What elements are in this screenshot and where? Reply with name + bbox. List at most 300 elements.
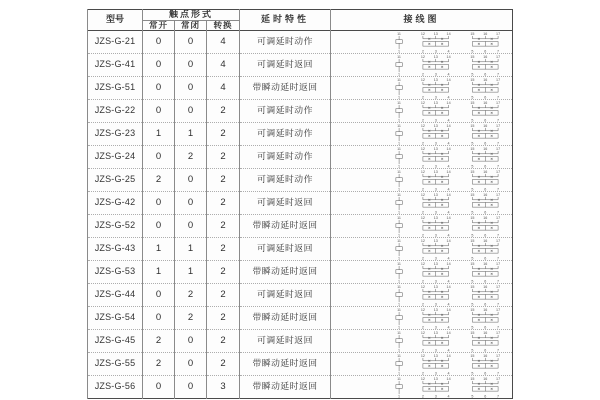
wiring-diagram-cell bbox=[331, 261, 513, 284]
svg-text:5: 5 bbox=[471, 348, 474, 353]
normally-closed-count: 0 bbox=[175, 192, 207, 215]
svg-text:6: 6 bbox=[484, 141, 487, 146]
svg-text:17: 17 bbox=[496, 55, 501, 60]
svg-text:6: 6 bbox=[484, 95, 487, 100]
svg-text:16: 16 bbox=[483, 124, 488, 129]
svg-text:17: 17 bbox=[496, 239, 501, 244]
svg-text:11: 11 bbox=[397, 55, 401, 60]
delay-characteristic-cell: 带瞬动延时返回 bbox=[240, 215, 331, 238]
svg-text:2: 2 bbox=[421, 187, 424, 192]
svg-text:13: 13 bbox=[433, 124, 438, 129]
svg-text:16: 16 bbox=[483, 308, 488, 313]
svg-text:5: 5 bbox=[471, 302, 474, 307]
svg-text:2: 2 bbox=[421, 49, 424, 54]
normally-open-count: 0 bbox=[143, 192, 175, 215]
svg-text:11: 11 bbox=[397, 78, 401, 83]
wiring-diagram bbox=[381, 215, 513, 237]
svg-text:3: 3 bbox=[434, 95, 437, 100]
model-cell: JZS-G-54 bbox=[88, 307, 143, 330]
svg-text:15: 15 bbox=[470, 78, 475, 83]
svg-text:16: 16 bbox=[483, 101, 488, 106]
svg-text:5: 5 bbox=[471, 325, 474, 330]
svg-text:5: 5 bbox=[471, 256, 474, 261]
svg-text:4: 4 bbox=[447, 371, 450, 376]
svg-text:14: 14 bbox=[446, 147, 451, 152]
delay-characteristic-cell: 可调延时动作 bbox=[240, 100, 331, 123]
svg-text:7: 7 bbox=[497, 210, 500, 215]
svg-text:11: 11 bbox=[397, 216, 401, 221]
svg-text:7: 7 bbox=[497, 371, 500, 376]
model-cell: JZS-G-42 bbox=[88, 192, 143, 215]
svg-text:15: 15 bbox=[470, 170, 475, 175]
delay-characteristic-cell: 可调延时动作 bbox=[240, 123, 331, 146]
svg-text:7: 7 bbox=[497, 394, 500, 399]
delay-characteristic-cell: 带瞬动延时返回 bbox=[240, 307, 331, 330]
svg-text:4: 4 bbox=[447, 256, 450, 261]
svg-text:3: 3 bbox=[434, 187, 437, 192]
svg-text:14: 14 bbox=[446, 262, 451, 267]
svg-text:14: 14 bbox=[446, 193, 451, 198]
svg-text:4: 4 bbox=[447, 302, 450, 307]
changeover-count: 2 bbox=[207, 284, 240, 307]
svg-text:1: 1 bbox=[398, 348, 401, 353]
svg-text:16: 16 bbox=[483, 285, 488, 290]
svg-text:15: 15 bbox=[470, 32, 475, 37]
wiring-diagram bbox=[381, 192, 513, 214]
svg-text:13: 13 bbox=[433, 170, 438, 175]
svg-text:11: 11 bbox=[397, 101, 401, 106]
svg-text:1: 1 bbox=[398, 141, 401, 146]
svg-text:6: 6 bbox=[484, 72, 487, 77]
svg-text:4: 4 bbox=[447, 325, 450, 330]
svg-text:11: 11 bbox=[397, 124, 401, 129]
table-row bbox=[88, 307, 513, 330]
wiring-diagram bbox=[381, 238, 513, 260]
svg-text:16: 16 bbox=[483, 239, 488, 244]
svg-text:3: 3 bbox=[434, 49, 437, 54]
svg-text:16: 16 bbox=[483, 147, 488, 152]
table-body bbox=[88, 31, 513, 399]
svg-text:14: 14 bbox=[446, 377, 451, 382]
normally-open-count: 0 bbox=[143, 54, 175, 77]
svg-text:6: 6 bbox=[484, 118, 487, 123]
normally-closed-count: 1 bbox=[175, 261, 207, 284]
svg-text:17: 17 bbox=[496, 32, 501, 37]
svg-text:13: 13 bbox=[433, 377, 438, 382]
model-cell: JZS-G-43 bbox=[88, 238, 143, 261]
normally-closed-count: 0 bbox=[175, 31, 207, 54]
model-cell: JZS-G-23 bbox=[88, 123, 143, 146]
model-cell: JZS-G-55 bbox=[88, 353, 143, 376]
svg-text:1: 1 bbox=[398, 256, 401, 261]
svg-text:1: 1 bbox=[398, 210, 401, 215]
svg-text:5: 5 bbox=[471, 72, 474, 77]
normally-closed-count: 2 bbox=[175, 307, 207, 330]
table-row bbox=[88, 215, 513, 238]
svg-text:15: 15 bbox=[470, 216, 475, 221]
svg-text:6: 6 bbox=[484, 49, 487, 54]
svg-text:11: 11 bbox=[397, 354, 401, 359]
svg-text:6: 6 bbox=[484, 279, 487, 284]
svg-text:16: 16 bbox=[483, 377, 488, 382]
svg-text:15: 15 bbox=[470, 124, 475, 129]
svg-text:17: 17 bbox=[496, 308, 501, 313]
svg-text:13: 13 bbox=[433, 354, 438, 359]
table-row bbox=[88, 284, 513, 307]
changeover-count: 4 bbox=[207, 54, 240, 77]
changeover-count: 2 bbox=[207, 192, 240, 215]
svg-text:4: 4 bbox=[447, 95, 450, 100]
normally-closed-count: 0 bbox=[175, 376, 207, 399]
model-cell: JZS-G-24 bbox=[88, 146, 143, 169]
svg-text:6: 6 bbox=[484, 187, 487, 192]
svg-text:17: 17 bbox=[496, 101, 501, 106]
svg-text:11: 11 bbox=[397, 377, 401, 382]
normally-closed-count: 0 bbox=[175, 54, 207, 77]
svg-text:13: 13 bbox=[433, 147, 438, 152]
svg-text:4: 4 bbox=[447, 72, 450, 77]
wiring-diagram bbox=[381, 376, 513, 398]
svg-text:7: 7 bbox=[497, 187, 500, 192]
svg-text:5: 5 bbox=[471, 394, 474, 399]
svg-text:16: 16 bbox=[483, 170, 488, 175]
svg-text:14: 14 bbox=[446, 285, 451, 290]
table-row bbox=[88, 123, 513, 146]
svg-text:5: 5 bbox=[471, 49, 474, 54]
svg-text:3: 3 bbox=[434, 164, 437, 169]
changeover-count: 2 bbox=[207, 307, 240, 330]
svg-text:12: 12 bbox=[420, 216, 425, 221]
svg-text:2: 2 bbox=[421, 210, 424, 215]
svg-text:15: 15 bbox=[470, 262, 475, 267]
svg-text:17: 17 bbox=[496, 285, 501, 290]
svg-text:13: 13 bbox=[433, 78, 438, 83]
header-model: 型号 bbox=[88, 10, 143, 31]
svg-text:7: 7 bbox=[497, 325, 500, 330]
changeover-count: 2 bbox=[207, 169, 240, 192]
svg-text:14: 14 bbox=[446, 354, 451, 359]
svg-text:2: 2 bbox=[421, 256, 424, 261]
svg-text:13: 13 bbox=[433, 193, 438, 198]
svg-text:11: 11 bbox=[397, 262, 401, 267]
wiring-diagram-cell bbox=[331, 376, 513, 399]
model-cell: JZS-G-25 bbox=[88, 169, 143, 192]
svg-text:12: 12 bbox=[420, 193, 425, 198]
svg-text:17: 17 bbox=[496, 147, 501, 152]
header-normally-open: 常开 bbox=[143, 20, 175, 30]
svg-text:12: 12 bbox=[420, 170, 425, 175]
svg-text:15: 15 bbox=[470, 239, 475, 244]
svg-text:12: 12 bbox=[420, 377, 425, 382]
svg-text:12: 12 bbox=[420, 78, 425, 83]
table-row bbox=[88, 261, 513, 284]
svg-text:15: 15 bbox=[470, 331, 475, 336]
svg-text:3: 3 bbox=[434, 141, 437, 146]
delay-characteristic-cell: 可调延时动作 bbox=[240, 146, 331, 169]
svg-text:16: 16 bbox=[483, 193, 488, 198]
svg-text:3: 3 bbox=[434, 279, 437, 284]
svg-text:14: 14 bbox=[446, 170, 451, 175]
svg-text:3: 3 bbox=[434, 394, 437, 399]
normally-open-count: 0 bbox=[143, 215, 175, 238]
wiring-diagram bbox=[381, 100, 513, 122]
svg-text:2: 2 bbox=[421, 164, 424, 169]
table-row bbox=[88, 31, 513, 54]
delay-characteristic-cell: 带瞬动延时返回 bbox=[240, 376, 331, 399]
svg-text:13: 13 bbox=[433, 262, 438, 267]
svg-text:4: 4 bbox=[447, 187, 450, 192]
table-row bbox=[88, 169, 513, 192]
changeover-count: 2 bbox=[207, 215, 240, 238]
table-row bbox=[88, 376, 513, 399]
svg-text:3: 3 bbox=[434, 72, 437, 77]
svg-text:1: 1 bbox=[398, 394, 401, 399]
svg-text:14: 14 bbox=[446, 308, 451, 313]
svg-text:1: 1 bbox=[398, 371, 401, 376]
wiring-diagram bbox=[381, 31, 513, 53]
svg-text:3: 3 bbox=[434, 371, 437, 376]
svg-text:6: 6 bbox=[484, 302, 487, 307]
svg-text:4: 4 bbox=[447, 210, 450, 215]
normally-open-count: 2 bbox=[143, 353, 175, 376]
header-normally-closed: 常闭 bbox=[175, 20, 207, 30]
svg-text:1: 1 bbox=[398, 325, 401, 330]
svg-text:13: 13 bbox=[433, 55, 438, 60]
svg-text:12: 12 bbox=[420, 262, 425, 267]
svg-text:12: 12 bbox=[420, 147, 425, 152]
svg-text:12: 12 bbox=[420, 354, 425, 359]
wiring-diagram-cell bbox=[331, 31, 513, 54]
delay-characteristic-cell: 可调延时动作 bbox=[240, 169, 331, 192]
changeover-count: 2 bbox=[207, 353, 240, 376]
svg-text:1: 1 bbox=[398, 187, 401, 192]
svg-text:14: 14 bbox=[446, 55, 451, 60]
svg-text:15: 15 bbox=[470, 55, 475, 60]
svg-text:7: 7 bbox=[497, 164, 500, 169]
table-row bbox=[88, 77, 513, 100]
normally-open-count: 0 bbox=[143, 100, 175, 123]
changeover-count: 2 bbox=[207, 238, 240, 261]
svg-text:6: 6 bbox=[484, 164, 487, 169]
wiring-diagram-cell bbox=[331, 123, 513, 146]
svg-text:15: 15 bbox=[470, 147, 475, 152]
svg-text:14: 14 bbox=[446, 78, 451, 83]
table-row bbox=[88, 192, 513, 215]
svg-text:11: 11 bbox=[397, 170, 401, 175]
svg-text:5: 5 bbox=[471, 118, 474, 123]
svg-text:2: 2 bbox=[421, 371, 424, 376]
normally-open-count: 0 bbox=[143, 146, 175, 169]
model-cell: JZS-G-21 bbox=[88, 31, 143, 54]
wiring-diagram-cell bbox=[331, 146, 513, 169]
normally-closed-count: 0 bbox=[175, 77, 207, 100]
svg-text:15: 15 bbox=[470, 193, 475, 198]
svg-text:17: 17 bbox=[496, 262, 501, 267]
svg-text:16: 16 bbox=[483, 55, 488, 60]
svg-text:7: 7 bbox=[497, 302, 500, 307]
svg-text:11: 11 bbox=[397, 193, 401, 198]
wiring-diagram-cell bbox=[331, 307, 513, 330]
table-row bbox=[88, 238, 513, 261]
delay-characteristic-cell: 可调延时返回 bbox=[240, 284, 331, 307]
changeover-count: 2 bbox=[207, 261, 240, 284]
model-cell: JZS-G-51 bbox=[88, 77, 143, 100]
wiring-diagram-cell bbox=[331, 54, 513, 77]
svg-text:13: 13 bbox=[433, 216, 438, 221]
svg-text:13: 13 bbox=[433, 239, 438, 244]
svg-text:5: 5 bbox=[471, 371, 474, 376]
normally-open-count: 0 bbox=[143, 31, 175, 54]
svg-text:4: 4 bbox=[447, 118, 450, 123]
svg-text:12: 12 bbox=[420, 239, 425, 244]
normally-open-count: 2 bbox=[143, 330, 175, 353]
svg-text:17: 17 bbox=[496, 377, 501, 382]
wiring-diagram bbox=[381, 261, 513, 283]
svg-text:11: 11 bbox=[397, 331, 401, 336]
svg-text:11: 11 bbox=[397, 239, 401, 244]
svg-text:12: 12 bbox=[420, 124, 425, 129]
header-delay-characteristic: 延时特性 bbox=[240, 10, 331, 31]
svg-text:5: 5 bbox=[471, 210, 474, 215]
svg-text:11: 11 bbox=[397, 285, 401, 290]
svg-text:4: 4 bbox=[447, 394, 450, 399]
svg-text:15: 15 bbox=[470, 377, 475, 382]
svg-text:3: 3 bbox=[434, 256, 437, 261]
svg-text:4: 4 bbox=[447, 279, 450, 284]
svg-text:17: 17 bbox=[496, 170, 501, 175]
svg-text:4: 4 bbox=[447, 164, 450, 169]
svg-text:16: 16 bbox=[483, 354, 488, 359]
wiring-diagram-cell bbox=[331, 238, 513, 261]
svg-text:4: 4 bbox=[447, 141, 450, 146]
svg-text:1: 1 bbox=[398, 279, 401, 284]
table-row bbox=[88, 353, 513, 376]
model-cell: JZS-G-52 bbox=[88, 215, 143, 238]
normally-open-count: 0 bbox=[143, 77, 175, 100]
delay-characteristic-cell: 带瞬动延时返回 bbox=[240, 77, 331, 100]
svg-text:2: 2 bbox=[421, 394, 424, 399]
svg-text:14: 14 bbox=[446, 216, 451, 221]
svg-text:16: 16 bbox=[483, 78, 488, 83]
svg-text:13: 13 bbox=[433, 285, 438, 290]
svg-text:5: 5 bbox=[471, 95, 474, 100]
svg-text:7: 7 bbox=[497, 256, 500, 261]
delay-characteristic-cell: 可调延时动作 bbox=[240, 31, 331, 54]
svg-text:2: 2 bbox=[421, 118, 424, 123]
svg-text:6: 6 bbox=[484, 348, 487, 353]
svg-text:13: 13 bbox=[433, 101, 438, 106]
svg-text:11: 11 bbox=[397, 308, 401, 313]
svg-text:15: 15 bbox=[470, 285, 475, 290]
wiring-diagram bbox=[381, 146, 513, 168]
relay-spec-table bbox=[87, 9, 513, 399]
svg-text:1: 1 bbox=[398, 118, 401, 123]
svg-text:7: 7 bbox=[497, 95, 500, 100]
wiring-diagram-cell bbox=[331, 284, 513, 307]
svg-text:6: 6 bbox=[484, 371, 487, 376]
svg-text:3: 3 bbox=[434, 302, 437, 307]
delay-characteristic-cell: 可调延时返回 bbox=[240, 238, 331, 261]
wiring-diagram bbox=[381, 284, 513, 306]
svg-text:17: 17 bbox=[496, 331, 501, 336]
svg-text:6: 6 bbox=[484, 394, 487, 399]
model-cell: JZS-G-53 bbox=[88, 261, 143, 284]
svg-text:4: 4 bbox=[447, 348, 450, 353]
delay-characteristic-cell: 带瞬动延时返回 bbox=[240, 353, 331, 376]
svg-text:4: 4 bbox=[447, 233, 450, 238]
normally-closed-count: 1 bbox=[175, 123, 207, 146]
svg-text:17: 17 bbox=[496, 216, 501, 221]
svg-text:1: 1 bbox=[398, 49, 401, 54]
table-header bbox=[88, 10, 513, 31]
svg-text:1: 1 bbox=[398, 302, 401, 307]
svg-text:14: 14 bbox=[446, 32, 451, 37]
wiring-diagram-cell bbox=[331, 77, 513, 100]
svg-text:13: 13 bbox=[433, 331, 438, 336]
svg-text:16: 16 bbox=[483, 262, 488, 267]
model-cell: JZS-G-22 bbox=[88, 100, 143, 123]
svg-text:3: 3 bbox=[434, 325, 437, 330]
svg-text:16: 16 bbox=[483, 331, 488, 336]
normally-closed-count: 2 bbox=[175, 146, 207, 169]
svg-text:3: 3 bbox=[434, 118, 437, 123]
wiring-diagram-cell bbox=[331, 192, 513, 215]
svg-text:5: 5 bbox=[471, 141, 474, 146]
svg-text:5: 5 bbox=[471, 187, 474, 192]
svg-text:2: 2 bbox=[421, 233, 424, 238]
model-cell: JZS-G-41 bbox=[88, 54, 143, 77]
delay-characteristic-cell: 带瞬动延时返回 bbox=[240, 261, 331, 284]
svg-text:7: 7 bbox=[497, 348, 500, 353]
svg-text:12: 12 bbox=[420, 55, 425, 60]
svg-text:14: 14 bbox=[446, 124, 451, 129]
normally-closed-count: 0 bbox=[175, 330, 207, 353]
svg-text:17: 17 bbox=[496, 354, 501, 359]
svg-text:1: 1 bbox=[398, 164, 401, 169]
changeover-count: 4 bbox=[207, 31, 240, 54]
table-row bbox=[88, 54, 513, 77]
wiring-diagram bbox=[381, 330, 513, 352]
model-cell: JZS-G-45 bbox=[88, 330, 143, 353]
changeover-count: 3 bbox=[207, 376, 240, 399]
header-wiring-diagram: 接线图 bbox=[331, 10, 513, 31]
wiring-diagram-cell bbox=[331, 353, 513, 376]
wiring-diagram bbox=[381, 307, 513, 329]
normally-closed-count: 1 bbox=[175, 238, 207, 261]
svg-text:7: 7 bbox=[497, 279, 500, 284]
wiring-diagram-cell bbox=[331, 169, 513, 192]
svg-text:7: 7 bbox=[497, 141, 500, 146]
normally-open-count: 2 bbox=[143, 169, 175, 192]
svg-text:7: 7 bbox=[497, 233, 500, 238]
svg-text:2: 2 bbox=[421, 95, 424, 100]
wiring-diagram bbox=[381, 353, 513, 375]
svg-text:15: 15 bbox=[470, 354, 475, 359]
svg-text:12: 12 bbox=[420, 101, 425, 106]
table-row bbox=[88, 146, 513, 169]
wiring-diagram-cell bbox=[331, 215, 513, 238]
svg-text:14: 14 bbox=[446, 101, 451, 106]
svg-text:14: 14 bbox=[446, 331, 451, 336]
header-changeover: 转换 bbox=[207, 20, 240, 30]
normally-open-count: 0 bbox=[143, 376, 175, 399]
normally-open-count: 1 bbox=[143, 123, 175, 146]
svg-text:1: 1 bbox=[398, 95, 401, 100]
changeover-count: 2 bbox=[207, 123, 240, 146]
table-row bbox=[88, 100, 513, 123]
svg-text:2: 2 bbox=[421, 348, 424, 353]
normally-closed-count: 0 bbox=[175, 215, 207, 238]
